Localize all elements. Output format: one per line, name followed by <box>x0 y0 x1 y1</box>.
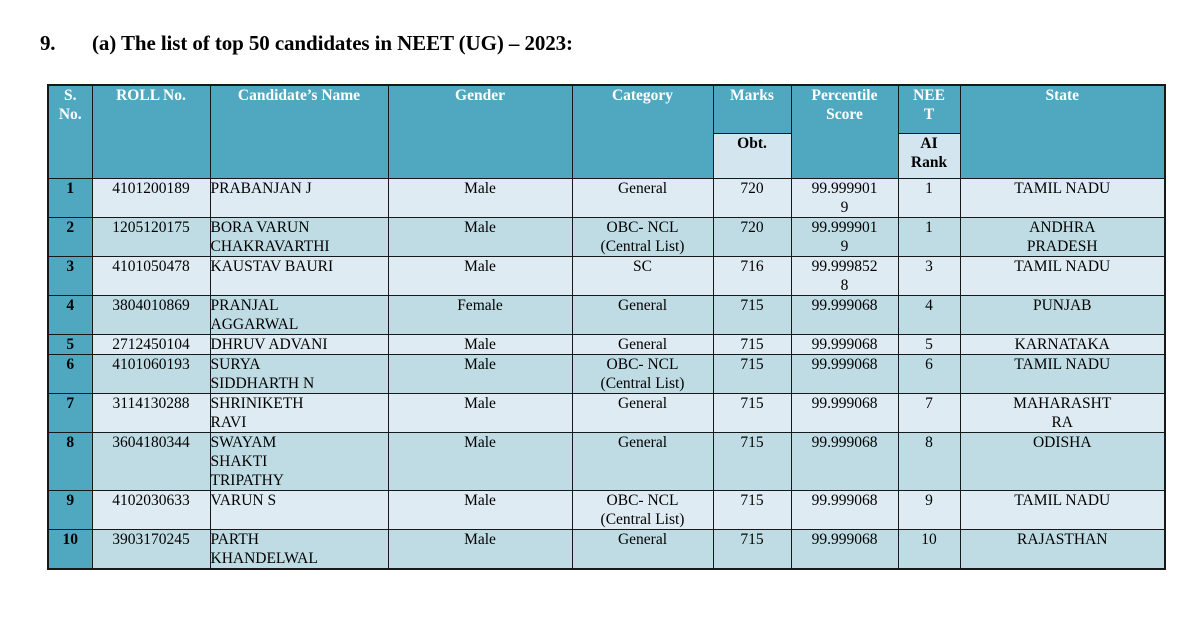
cell-state <box>960 296 1165 335</box>
cell-state <box>960 491 1165 530</box>
category-line-1: General <box>617 297 668 314</box>
category-line-1: General <box>617 336 668 353</box>
percentile-line-2: 9 <box>840 238 849 255</box>
cell-marks-obtained: 716 <box>713 257 791 296</box>
candidate-name-line-1: KAUSTAV BAURI <box>210 258 334 275</box>
cell-category <box>572 257 713 296</box>
cell-marks-obtained: 715 <box>713 491 791 530</box>
candidate-name-line-1: PRANJAL <box>210 297 279 314</box>
candidate-name-line-1: BORA VARUN <box>210 219 310 236</box>
neet-header-line-2: T <box>923 106 935 123</box>
column-header-category: Category <box>572 85 713 179</box>
cell-all-india-rank: 4 <box>898 296 960 335</box>
cell-serial-number: 5 <box>48 335 92 355</box>
state-line-1: TAMIL NADU <box>1014 180 1111 197</box>
table-row <box>48 530 1165 570</box>
cell-category <box>572 433 713 491</box>
candidate-name-line-3: TRIPATHY <box>210 472 284 489</box>
percentile-header-line-2: Score <box>826 106 863 123</box>
cell-category <box>572 335 713 355</box>
cell-candidate-name <box>210 491 388 530</box>
table-row <box>48 296 1165 335</box>
cell-serial-number: 1 <box>48 179 92 218</box>
column-subheader-all-india-rank <box>898 133 960 178</box>
cell-gender: Male <box>388 355 572 394</box>
candidate-name-line-2: AGGARWAL <box>210 316 299 333</box>
cell-candidate-name <box>210 257 388 296</box>
cell-percentile-score <box>791 433 898 491</box>
cell-state <box>960 218 1165 257</box>
table-row <box>48 433 1165 491</box>
cell-roll-no: 4101050478 <box>92 257 210 296</box>
candidate-name-line-1: DHRUV ADVANI <box>210 336 328 353</box>
cell-state <box>960 355 1165 394</box>
category-line-1: OBC- NCL <box>606 492 679 509</box>
state-line-2: RA <box>1051 414 1074 431</box>
candidate-name-line-2: KHANDELWAL <box>210 550 318 567</box>
candidate-name-line-2: RAVI <box>210 414 247 431</box>
candidates-table-container <box>47 84 1164 570</box>
state-line-1: PUNJAB <box>1032 297 1092 314</box>
cell-roll-no: 1205120175 <box>92 218 210 257</box>
neet-header-line-1: NEE <box>913 87 945 104</box>
cell-serial-number: 9 <box>48 491 92 530</box>
cell-percentile-score <box>791 257 898 296</box>
cell-gender: Male <box>388 335 572 355</box>
table-row <box>48 394 1165 433</box>
category-line-2: (Central List) <box>600 375 685 392</box>
category-line-1: General <box>617 434 668 451</box>
state-line-1: TAMIL NADU <box>1014 258 1111 275</box>
cell-marks-obtained: 715 <box>713 296 791 335</box>
cell-candidate-name <box>210 433 388 491</box>
cell-percentile-score <box>791 530 898 570</box>
cell-candidate-name <box>210 218 388 257</box>
state-line-2: PRADESH <box>1026 238 1098 255</box>
cell-marks-obtained: 720 <box>713 218 791 257</box>
cell-all-india-rank: 6 <box>898 355 960 394</box>
cell-roll-no: 3114130288 <box>92 394 210 433</box>
cell-gender: Male <box>388 218 572 257</box>
state-line-1: TAMIL NADU <box>1014 356 1111 373</box>
cell-all-india-rank: 1 <box>898 218 960 257</box>
column-header-percentile-score <box>791 85 898 179</box>
cell-roll-no: 2712450104 <box>92 335 210 355</box>
cell-state <box>960 257 1165 296</box>
cell-percentile-score <box>791 355 898 394</box>
cell-gender: Male <box>388 257 572 296</box>
column-header-neet <box>898 85 960 133</box>
state-line-1: TAMIL NADU <box>1014 492 1111 509</box>
candidate-name-line-1: SWAYAM <box>210 434 277 451</box>
page-title <box>0 30 1200 64</box>
candidate-name-line-1: PARTH <box>210 531 259 548</box>
cell-marks-obtained: 720 <box>713 179 791 218</box>
category-line-1: OBC- NCL <box>606 219 679 236</box>
percentile-line-1: 99.999901 <box>811 219 878 236</box>
cell-category <box>572 491 713 530</box>
percentile-line-1: 99.999901 <box>811 180 878 197</box>
candidate-name-line-1: VARUN S <box>210 492 277 509</box>
category-line-1: General <box>617 395 668 412</box>
percentile-header-line-1: Percentile <box>811 87 878 104</box>
percentile-line-2: 9 <box>840 199 849 216</box>
candidate-name-line-2: SIDDHARTH N <box>210 375 315 392</box>
table-row <box>48 179 1165 218</box>
cell-candidate-name <box>210 355 388 394</box>
candidate-name-line-1: PRABANJAN J <box>210 180 312 197</box>
percentile-line-1: 99.999068 <box>811 531 878 548</box>
air-subheader-line-1: AI <box>920 134 938 152</box>
percentile-line-1: 99.999068 <box>811 492 878 509</box>
cell-category <box>572 218 713 257</box>
cell-category <box>572 296 713 335</box>
percentile-line-1: 99.999852 <box>811 258 878 275</box>
cell-gender: Female <box>388 296 572 335</box>
column-header-marks: Marks <box>713 85 791 133</box>
percentile-line-1: 99.999068 <box>811 356 878 373</box>
cell-percentile-score <box>791 179 898 218</box>
cell-gender: Male <box>388 433 572 491</box>
table-row <box>48 355 1165 394</box>
state-line-1: ODISHA <box>1032 434 1092 451</box>
cell-serial-number: 10 <box>48 530 92 570</box>
table-row <box>48 491 1165 530</box>
cell-candidate-name <box>210 530 388 570</box>
cell-all-india-rank: 8 <box>898 433 960 491</box>
state-line-1: ANDHRA <box>1029 219 1096 236</box>
cell-all-india-rank: 3 <box>898 257 960 296</box>
category-line-2: (Central List) <box>600 238 685 255</box>
cell-category <box>572 355 713 394</box>
table-body <box>48 179 1165 570</box>
cell-serial-number: 8 <box>48 433 92 491</box>
category-line-1: SC <box>633 258 652 275</box>
cell-percentile-score <box>791 394 898 433</box>
cell-state <box>960 394 1165 433</box>
state-line-1: RAJASTHAN <box>1017 531 1108 548</box>
candidate-name-line-1: SURYA <box>210 356 261 373</box>
percentile-line-1: 99.999068 <box>811 336 878 353</box>
cell-category <box>572 179 713 218</box>
category-line-2: (Central List) <box>600 511 685 528</box>
cell-candidate-name <box>210 296 388 335</box>
cell-state <box>960 179 1165 218</box>
cell-candidate-name <box>210 179 388 218</box>
cell-serial-number: 4 <box>48 296 92 335</box>
cell-roll-no: 4101200189 <box>92 179 210 218</box>
section-title-text: (a) The list of top 50 candidates in NEET (UG) – 2023: <box>92 31 573 55</box>
cell-gender: Male <box>388 491 572 530</box>
cell-all-india-rank: 9 <box>898 491 960 530</box>
cell-marks-obtained: 715 <box>713 394 791 433</box>
column-header-serial-number <box>48 85 92 179</box>
candidate-name-line-2: SHAKTI <box>210 453 268 470</box>
cell-all-india-rank: 10 <box>898 530 960 570</box>
cell-marks-obtained: 715 <box>713 355 791 394</box>
cell-all-india-rank: 1 <box>898 179 960 218</box>
cell-roll-no: 3804010869 <box>92 296 210 335</box>
cell-state <box>960 433 1165 491</box>
serial-header-line-2: No. <box>58 106 82 123</box>
cell-category <box>572 530 713 570</box>
cell-gender: Male <box>388 179 572 218</box>
cell-serial-number: 3 <box>48 257 92 296</box>
cell-roll-no: 4102030633 <box>92 491 210 530</box>
percentile-line-1: 99.999068 <box>811 395 878 412</box>
cell-marks-obtained: 715 <box>713 433 791 491</box>
table-row <box>48 218 1165 257</box>
cell-category <box>572 394 713 433</box>
cell-serial-number: 2 <box>48 218 92 257</box>
cell-roll-no: 3604180344 <box>92 433 210 491</box>
candidate-name-line-1: SHRINIKETH <box>210 395 304 412</box>
column-header-state: State <box>960 85 1165 179</box>
column-header-candidate-name: Candidate’s Name <box>210 85 388 179</box>
cell-roll-no: 4101060193 <box>92 355 210 394</box>
column-header-gender: Gender <box>388 85 572 179</box>
state-line-1: KARNATAKA <box>1014 336 1110 353</box>
table-row <box>48 257 1165 296</box>
cell-gender: Male <box>388 394 572 433</box>
cell-all-india-rank: 7 <box>898 394 960 433</box>
state-line-1: MAHARASHT <box>1013 395 1112 412</box>
cell-candidate-name <box>210 394 388 433</box>
cell-serial-number: 7 <box>48 394 92 433</box>
cell-percentile-score <box>791 296 898 335</box>
cell-roll-no: 3903170245 <box>92 530 210 570</box>
cell-percentile-score <box>791 218 898 257</box>
column-header-roll-no: ROLL No. <box>92 85 210 179</box>
table-head <box>48 85 1165 179</box>
air-subheader-line-2: Rank <box>910 153 948 171</box>
column-subheader-marks-obtained: Obt. <box>713 133 791 178</box>
top-candidates-table <box>47 84 1166 570</box>
cell-state <box>960 530 1165 570</box>
cell-percentile-score <box>791 335 898 355</box>
table-row <box>48 335 1165 355</box>
cell-percentile-score <box>791 491 898 530</box>
candidate-name-line-2: CHAKRAVARTHI <box>210 238 330 255</box>
cell-gender: Male <box>388 530 572 570</box>
cell-all-india-rank: 5 <box>898 335 960 355</box>
cell-marks-obtained: 715 <box>713 335 791 355</box>
category-line-1: General <box>617 180 668 197</box>
serial-header-line-1: S. <box>64 87 77 104</box>
category-line-1: OBC- NCL <box>606 356 679 373</box>
cell-state <box>960 335 1165 355</box>
percentile-line-1: 99.999068 <box>811 297 878 314</box>
header-row-main <box>48 85 1165 133</box>
cell-serial-number: 6 <box>48 355 92 394</box>
percentile-line-2: 8 <box>840 277 849 294</box>
cell-candidate-name <box>210 335 388 355</box>
section-number: 9. <box>40 31 56 55</box>
percentile-line-1: 99.999068 <box>811 434 878 451</box>
cell-marks-obtained: 715 <box>713 530 791 570</box>
category-line-1: General <box>617 531 668 548</box>
